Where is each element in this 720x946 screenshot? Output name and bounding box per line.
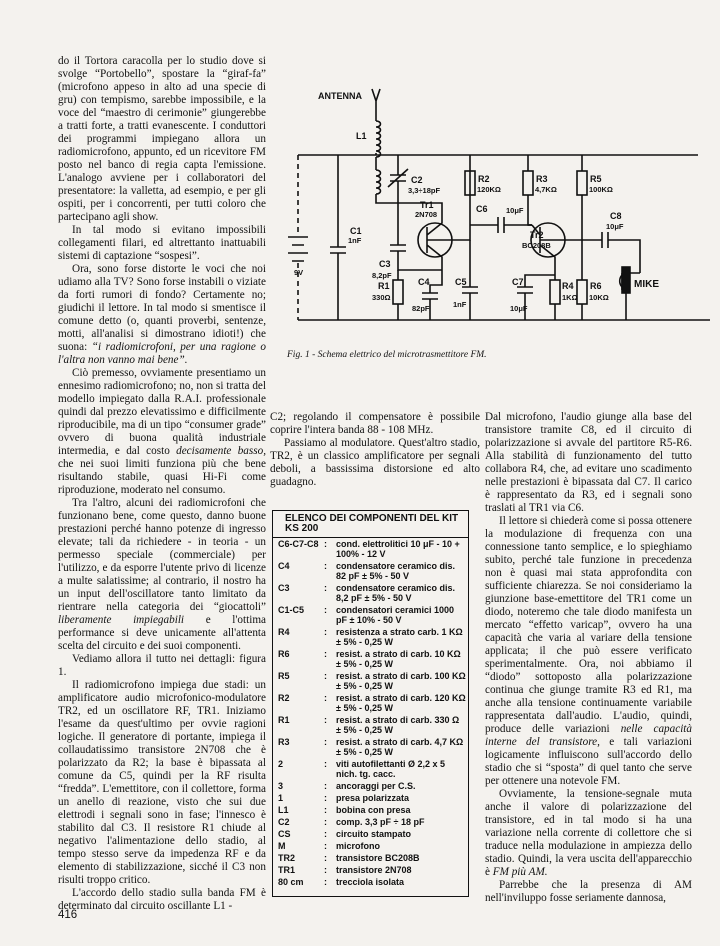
paragraph: Il lettore si chiederà come si possa ottenere la modulazione di frequenza con una connessione tanto semplice, e lo spieghiamo subito, perché tale funzione in precedenza non è quasi mai stata approfondita con sufficiente chiarezza. Se noi consideriamo la giunzione base-emettitore del TR1 come un diodo, noteremo che tale diodo manifesta un mercato “effetto varicap”, ovvero ha una capacità che varia al variare della tensione applicata; il che può essere verificato sperimentalmente. Ora, noi abbiamo il “diodo” sottoposto alla polarizzazione continua che giunge tramite R3 ed R1, ma anche alla tensione continuamente variabile rappresentata dall'audio. L'audio, quindi, produce delle variazioni nelle capacità interne del transistore, e tali variazioni logicamente influiscono sull'accordo dello stadio che si “sposta” di quel tanto che serve per ottenere una notevole FM. xyxy=(485,515,693,787)
paragraph: Passiamo al modulatore. Quest'altro stadio, TR2, è un classico amplificatore per segnali deboli, a bassissima distorsione ed alto guadagno. xyxy=(270,437,480,488)
part-code: 2 xyxy=(278,759,284,769)
parts-list-row xyxy=(273,828,468,840)
part-code: L1 xyxy=(278,805,289,815)
part-description: condensatori ceramici 1000 pF ± 10% - 50 V xyxy=(336,605,455,625)
paragraph: Parrebbe che la presenza di AM nell'inviluppo fosse seriamente dannosa, xyxy=(485,879,692,904)
paragraph: Ciò premesso, ovviamente presentiamo un ennesimo radiomicrofono; no, non si tratta del modello impiegato dalla R.A.I. professionale quindi dal prezzo elevatissimo e difficilmente riproducibile, ma di un tipo “consumer grade” ovvero di buona qualità industriale intermedia, e dal costo decisamente basso, che nei suoi limiti funziona più che bene risultando stabile, quasi Hi-Fi come riproduzione, moderato nel consumo. xyxy=(58,367,266,496)
label-r1-value: 330Ω xyxy=(372,293,391,302)
paragraph: L'accordo dello stadio sulla banda FM è determinato dal circuito oscillante L1 - xyxy=(58,887,266,912)
part-code: C1-C5 xyxy=(278,605,305,615)
part-description: presa polarizzata xyxy=(336,793,410,803)
parts-list-row xyxy=(273,714,468,736)
parts-list-row xyxy=(273,792,468,804)
label-tr1-type: 2N708 xyxy=(415,210,438,219)
label-tr1: Tr1 xyxy=(420,200,434,210)
part-description: resist. a strato di carb. 10 KΩ ± 5% - 0,25 W xyxy=(336,649,461,669)
label-tr2: Tr2 xyxy=(530,230,544,240)
parts-list-row xyxy=(273,780,468,792)
part-code: 1 xyxy=(278,793,284,803)
label-r3-value: 4,7KΩ xyxy=(535,185,557,194)
parts-list-row xyxy=(273,604,468,626)
part-code: R1 xyxy=(278,715,290,725)
part-code: C4 xyxy=(278,561,290,571)
label-r5: R5 xyxy=(590,174,602,184)
label-antenna: ANTENNA xyxy=(318,91,362,101)
separator: : xyxy=(324,877,327,887)
part-description: cond. elettrolitici 10 μF - 10 + 100% - 12 V xyxy=(336,539,460,559)
separator: : xyxy=(324,539,327,549)
part-code: R5 xyxy=(278,671,290,681)
separator: : xyxy=(324,715,327,725)
parts-list-row xyxy=(273,876,468,888)
parts-list-row xyxy=(273,864,468,876)
part-code: C2 xyxy=(278,817,290,827)
part-description: comp. 3,3 pF ÷ 18 pF xyxy=(336,817,425,827)
label-r5-value: 100KΩ xyxy=(589,185,613,194)
label-c2-value: 3,3÷18pF xyxy=(408,186,441,195)
paragraph: Tra l'altro, alcuni dei radiomicrofoni che funzionano bene, come questo, danno buone prestazioni perché hanno potenze di ingresso elevate; tali da richiedere - in teoria - un permesso speciale (commerciale) per l'utilizzo, e da esporre l'utente privo di licenze a multe salatissime; al contrario, il nostro ha un input dell'oscillatore tanto limitato da rientrare nella categoria dei “giocattoli” liberamente impiegabili e l'ottima performance si deve unicamente all'attenta scelta del circuito e dei suoi componenti. xyxy=(58,497,266,652)
separator: : xyxy=(324,817,327,827)
label-c1: C1 xyxy=(350,226,362,236)
part-code: TR1 xyxy=(278,865,296,875)
paragraph: In tal modo si evitano impossibili collegamenti filari, ed altrettanto inattuabili sistemi di captazione “sospesi”. xyxy=(58,224,266,262)
label-r6-value: 10KΩ xyxy=(589,293,609,302)
parts-list-row xyxy=(273,648,468,670)
parts-list-row xyxy=(273,582,468,604)
parts-list-table xyxy=(273,538,468,888)
label-r6: R6 xyxy=(590,281,602,291)
separator: : xyxy=(324,561,327,571)
part-code: CS xyxy=(278,829,291,839)
label-r1: R1 xyxy=(378,281,390,291)
separator: : xyxy=(324,583,327,593)
parts-list-row xyxy=(273,852,468,864)
label-l1: L1 xyxy=(356,131,367,141)
parts-list-row xyxy=(273,804,468,816)
page-number: 416 xyxy=(58,909,78,921)
parts-list-row xyxy=(273,670,468,692)
separator: : xyxy=(324,805,327,815)
label-c7: C7 xyxy=(512,277,524,287)
paragraph: C2; regolando il compensatore è possibile coprire l'intera banda 88 - 108 MHz. xyxy=(270,411,480,436)
label-c6-value: 10μF xyxy=(506,206,524,215)
label-c5-value: 1nF xyxy=(453,300,467,309)
part-description: transistore 2N708 xyxy=(336,865,412,875)
part-description: microfono xyxy=(336,841,380,851)
label-battery: 9V xyxy=(294,268,304,277)
part-code: 80 cm xyxy=(278,877,304,887)
separator: : xyxy=(324,671,327,681)
separator: : xyxy=(324,793,327,803)
label-c6: C6 xyxy=(476,204,488,214)
label-c3: C3 xyxy=(379,259,391,269)
paragraph: Ora, sono forse distorte le voci che noi udiamo alla TV? Sono forse instabili o viziate da forti rumori di fondo? Certamente no; giudichi il lettore. In tal modo si smentisce il comune detto (o, quanti proverbi, sentenze, motti, all'analisi si dimostrano idioti!) che suona: “i radiomicrofoni, per una ragione o l'altra non vanno mai bene”. xyxy=(58,263,266,366)
label-r4-value: 1KΩ xyxy=(562,293,578,302)
middle-text-column xyxy=(270,411,480,489)
part-code: R4 xyxy=(278,627,290,637)
separator: : xyxy=(324,781,327,791)
part-code: R3 xyxy=(278,737,290,747)
paragraph: Ovviamente, la tensione-segnale muta anche il valore di polarizzazione del transistore, ed in tal modo si ha una variazione nella corrente di collettore che si traduce nella modulazione in ampiezza dello stadio. Quindi, la vera uscita dell'apparecchio è FM più AM. xyxy=(485,788,692,878)
label-r2: R2 xyxy=(478,174,490,184)
label-c3-value: 8,2pF xyxy=(372,271,392,280)
label-c4-value: 82pF xyxy=(412,304,430,313)
parts-list-row xyxy=(273,560,468,582)
label-c5: C5 xyxy=(455,277,467,287)
part-description: bobina con presa xyxy=(336,805,411,815)
separator: : xyxy=(324,841,327,851)
separator: : xyxy=(324,853,327,863)
part-code: M xyxy=(278,841,286,851)
part-code: R2 xyxy=(278,693,290,703)
parts-list-box xyxy=(272,510,469,897)
right-text-column xyxy=(485,411,692,905)
paragraph: do il Tortora caracolla per lo studio dove si svolge “Portobello”, spostare la “giraf-fa” (microfono appeso in alto ad una specie di gru) con tempismo, sarebbe impossibile, e la voce del “maestro di cerimonie” giungerebbe a tratti forte, a tratti evanescente. I conduttori dei programmi impiegano allora un radiomicrofono, appunto, ed un ricevitore FM posto nel banco di regia capta l'emissione. L'analogo avviene per i collaboratori del presentatore: la valletta, ad esempio, e per gli ospiti, per i concorrenti, per tutti coloro che partecipano agli show. xyxy=(58,55,266,223)
label-c7-value: 10μF xyxy=(510,304,528,313)
label-tr2-type: BC208B xyxy=(522,241,551,250)
part-description: viti autofilettanti Ø 2,2 x 5 nich. tg. cacc. xyxy=(336,759,446,779)
part-code: C6-C7-C8 xyxy=(278,539,319,549)
part-description: circuito stampato xyxy=(336,829,412,839)
part-description: resist. a strato di carb. 4,7 KΩ ± 5% - 0,25 W xyxy=(336,737,464,757)
part-code: R6 xyxy=(278,649,290,659)
parts-list-title: ELENCO DEI COMPONENTI DEL KIT KS 200 xyxy=(273,511,468,538)
part-description: condensatore ceramico dis. 82 pF ± 5% - 50 V xyxy=(336,561,456,581)
part-code: C3 xyxy=(278,583,290,593)
left-text-column xyxy=(58,55,266,913)
separator: : xyxy=(324,693,327,703)
parts-list-row xyxy=(273,626,468,648)
label-c8-value: 10μF xyxy=(606,222,624,231)
paragraph: Vediamo allora il tutto nei dettagli: figura 1. xyxy=(58,653,266,678)
label-c8: C8 xyxy=(610,211,622,221)
separator: : xyxy=(324,605,327,615)
part-code: 3 xyxy=(278,781,284,791)
label-c2: C2 xyxy=(411,175,423,185)
label-mike: MIKE xyxy=(634,279,659,290)
separator: : xyxy=(324,829,327,839)
label-r3: R3 xyxy=(536,174,548,184)
label-r2-value: 120KΩ xyxy=(477,185,501,194)
circuit-schematic xyxy=(270,75,710,345)
part-description: resistenza a strato carb. 1 KΩ ± 5% - 0,25 W xyxy=(336,627,463,647)
part-description: condensatore ceramico dis. 8,2 pF ± 5% - 50 V xyxy=(336,583,456,603)
parts-list-row xyxy=(273,692,468,714)
parts-list-row xyxy=(273,736,468,758)
part-description: ancoraggi per C.S. xyxy=(336,781,416,791)
part-description: resist. a strato di carb. 100 KΩ ± 5% - 0,25 W xyxy=(336,671,466,691)
separator: : xyxy=(324,865,327,875)
part-description: trecciola isolata xyxy=(336,877,405,887)
part-description: transistore BC208B xyxy=(336,853,420,863)
figure-caption: Fig. 1 - Schema elettrico del microtrasmettitore FM. xyxy=(287,350,487,360)
separator: : xyxy=(324,627,327,637)
paragraph: Il radiomicrofono impiega due stadi: un amplificatore audio microfonico-modulatore TR2, ed un oscillatore RF, TR1. Iniziamo l'esame da quest'ultimo per ovvie ragioni logiche. Il generatore di portante, impiega il collaudatissimo transistore 2N708 che è polarizzato da R2; la base è bipassata al comune da C5, quindi per la RF risulta “fredda”. L'emettitore, con il collettore, forma un anello di reazione, visto che sui due elettrodi i segnali sono in fase; l'innesco è stabilito dal C3. Il resistore R1 chiude al negativo l'alimentazione dello stadio, al tempo stesso serve da impedenza RF e da elemento di stabilizzazione, sicché il C3 non risulti troppo critico. xyxy=(58,679,266,886)
separator: : xyxy=(324,649,327,659)
part-description: resist. a strato di carb. 120 KΩ ± 5% - 0,25 W xyxy=(336,693,466,713)
parts-list-row xyxy=(273,840,468,852)
parts-list-row xyxy=(273,758,468,780)
parts-list-row xyxy=(273,538,468,560)
separator: : xyxy=(324,737,327,747)
part-code: TR2 xyxy=(278,853,296,863)
part-description: resist. a strato di carb. 330 Ω ± 5% - 0,25 W xyxy=(336,715,460,735)
label-c4: C4 xyxy=(418,277,430,287)
paragraph: Dal microfono, l'audio giunge alla base del transistore tramite C8, ed il circuito di polarizzazione si avvale del partitore R5-R6. Alla stabilità di funzionamento del tutto collabora R4, che, ad evitare uno scadimento nelle prestazioni è bipassata dal C7. Il carico è rappresentato da R3, ed i segnali sono traslati al TR1 via C6. xyxy=(485,411,692,514)
label-c1-value: 1nF xyxy=(348,236,362,245)
separator: : xyxy=(324,759,327,769)
label-r4: R4 xyxy=(562,281,574,291)
parts-list-row xyxy=(273,816,468,828)
